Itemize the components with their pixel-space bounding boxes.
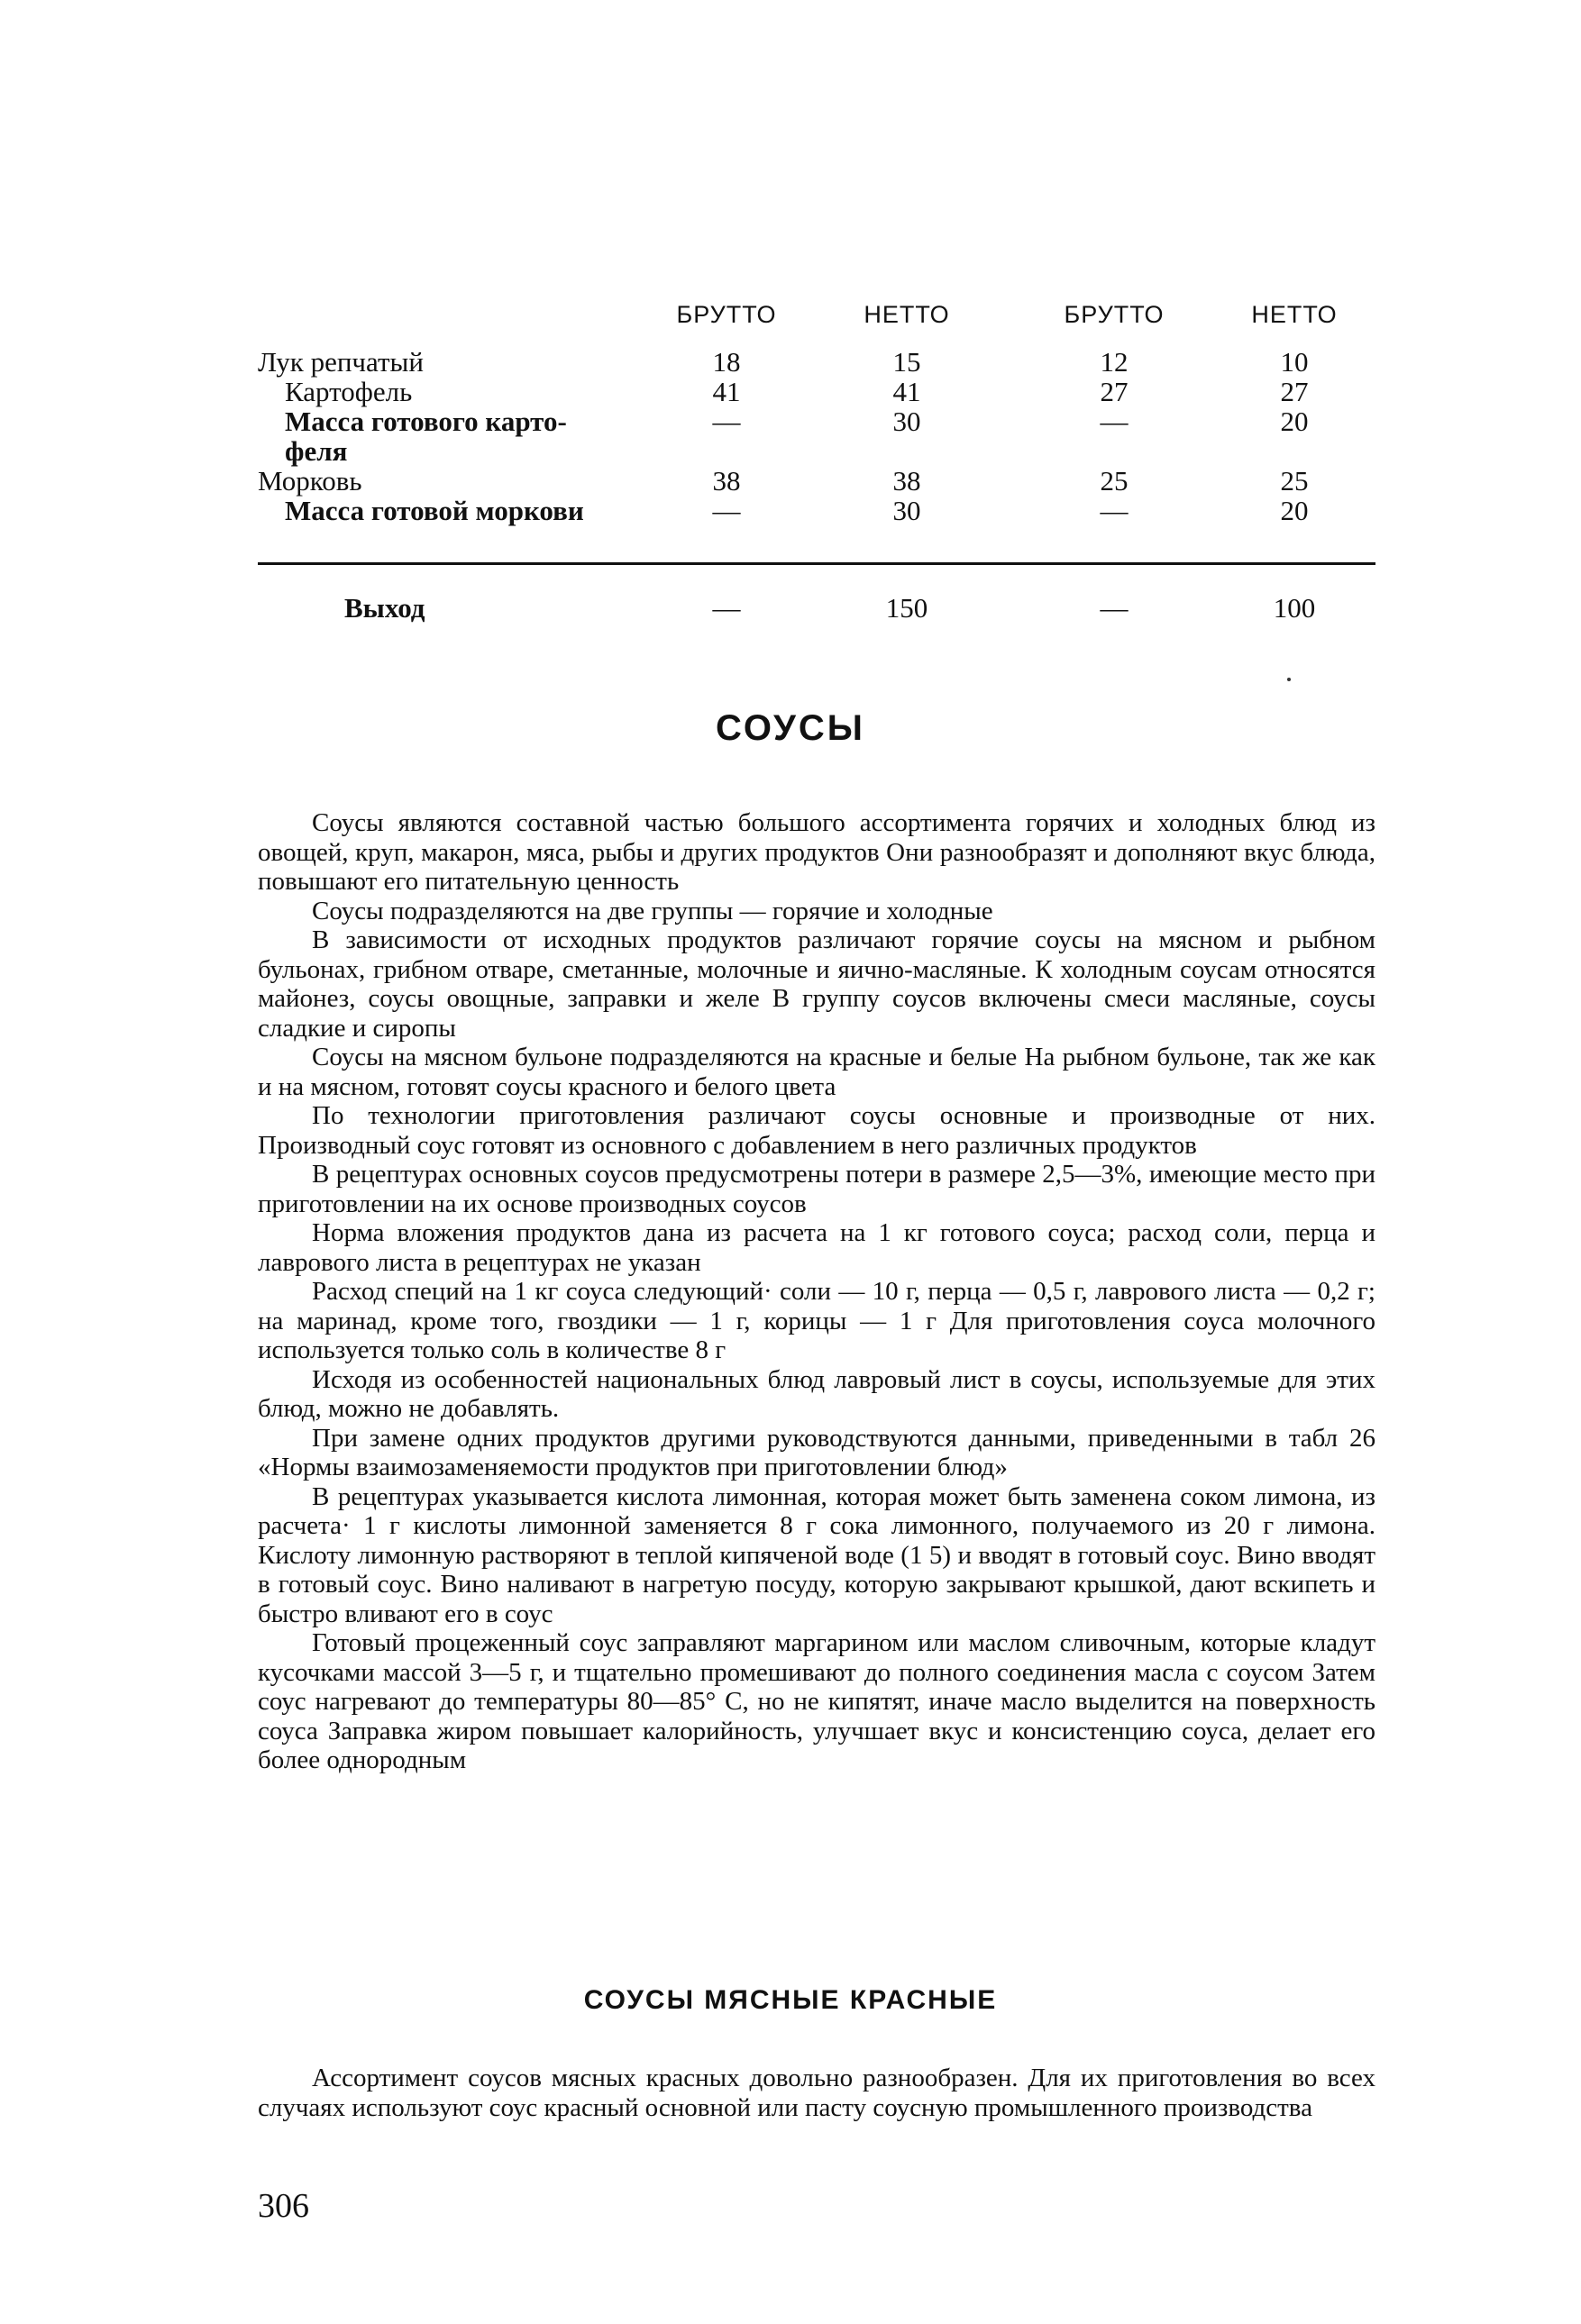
table-cell: 30 — [892, 406, 921, 437]
row-label: феля — [285, 435, 348, 467]
subsection-body — [258, 2064, 1375, 2122]
column-header: НЕТТО — [864, 301, 950, 328]
table-cell: — — [712, 495, 741, 526]
table-cell: 27 — [1100, 376, 1129, 407]
row-label: Картофель — [285, 376, 413, 407]
table-cell: 18 — [712, 346, 741, 378]
table-cell: 20 — [1280, 495, 1309, 526]
total-cell: — — [1100, 592, 1129, 624]
table-cell: 38 — [712, 465, 741, 497]
paragraph: Соусы являются составной частью большого ассортимента горячих и холодных блюд из овощей, круп, макарон, мяса, рыбы и других продуктов Они разнообразят и дополняют вкус блюда, повышают его питательную ценность — [258, 808, 1375, 896]
column-header: НЕТТО — [1251, 301, 1338, 328]
table-cell: 27 — [1280, 376, 1309, 407]
total-label: Выход — [344, 592, 425, 624]
paragraph: В зависимости от исходных продуктов различают горячие соусы на мясном и рыбном бульонах, грибном отваре, сметанные, молочные и яично-масляные. К холодным соусам относятся майонез, соусы овощные, заправки и желе В группу соусов включены смеси масляные, соусы сладкие и сиропы — [258, 925, 1375, 1043]
table-cell: — — [712, 406, 741, 437]
total-cell: 100 — [1273, 592, 1316, 624]
paragraph: Готовый процеженный соус заправляют маргарином или маслом сливочным, которые кладут кусочками массой 3—5 г, и тщательно промешивают до полного соединения масла с соусом Затем соус нагревают до температуры 80—85° С, но не кипятят, иначе масло выделится на поверхность соуса Заправка жиром повышает калорийность, улучшает вкус и консистенцию соуса, делает его более однородным — [258, 1628, 1375, 1774]
subsection-title: СОУСЫ МЯСНЫЕ КРАСНЫЕ — [583, 1985, 998, 2015]
paragraph: Исходя из особенностей национальных блюд лавровый лист в соусы, используемые для этих блюд, можно не добавлять. — [258, 1364, 1375, 1423]
table-cell: 30 — [892, 495, 921, 526]
table-cell: 10 — [1280, 346, 1309, 378]
table-cell: 38 — [892, 465, 921, 497]
paragraph: Соусы подразделяются на две группы — горячие и холодные — [312, 896, 993, 925]
table-cell: 25 — [1100, 465, 1129, 497]
row-label: Масса готовой моркови — [285, 495, 584, 526]
section-body — [258, 808, 1375, 1775]
paragraph: По технологии приготовления различают соусы основные и производные от них. Производный соус готовят из основного с добавлением в него различных продуктов — [258, 1101, 1375, 1160]
table-cell: 41 — [892, 376, 921, 407]
paragraph: В рецептурах указывается кислота лимонная, которая может быть заменена соком лимона, из расчета· 1 г кислоты лимонной заменяется 8 г сока лимонного, получаемого из 20 г лимона. Кислоту лимонную растворяют в теплой кипяченой воде (1 5) и вводят в готовый соус. Вино вводят в готовый соус. Вино наливают в нагретую посуду, которую закрывают крышкой, дают вскипеть и быстро вливают его в соус — [258, 1481, 1375, 1628]
row-label: Морковь — [258, 465, 362, 497]
paragraph: Ассортимент соусов мясных красных довольно разнообразен. Для их приготовления во всех случаях используют соус красный основной или пасту соусную промышленного производства — [258, 2064, 1375, 2122]
page-number: 306 — [258, 2187, 309, 2225]
table-cell: 25 — [1280, 465, 1309, 497]
table-cell: — — [1100, 406, 1129, 437]
table-cell: 15 — [892, 346, 921, 378]
total-cell: — — [712, 592, 741, 624]
print-speck — [1287, 678, 1291, 681]
paragraph: Соусы на мясном бульоне подразделяются на красные и белые На рыбном бульоне, так же как и на мясном, готовят соусы красного и белого цвета — [258, 1043, 1375, 1101]
table-cell: 20 — [1280, 406, 1309, 437]
table-cell: — — [1100, 495, 1129, 526]
paragraph: Расход специй на 1 кг соуса следующий· соли — 10 г, перца — 0,5 г, лаврового листа — 0,2 г; на маринад, кроме того, гвоздики — 1 г, корицы — 1 г Для приготовления соуса молочного используется только соль в количестве 8 г — [258, 1277, 1375, 1364]
total-cell: 150 — [885, 592, 928, 624]
row-label: Лук репчатый — [258, 346, 424, 378]
table-cell: 12 — [1100, 346, 1129, 378]
row-label: Масса готового карто- — [285, 406, 567, 437]
paragraph: При замене одних продуктов другими руководствуются данными, приведенными в табл 26 «Нормы взаимозаменяемости продуктов при приготовлении блюд» — [258, 1423, 1375, 1481]
table-cell: 41 — [712, 376, 741, 407]
paragraph: Норма вложения продуктов дана из расчета на 1 кг готового соуса; расход соли, перца и лаврового листа в рецептурах не указан — [258, 1218, 1375, 1277]
column-header: БРУТТО — [676, 301, 777, 328]
paragraph: В рецептурах основных соусов предусмотрены потери в размере 2,5—3%, имеющие место при приготовлении на их основе производных соусов — [258, 1160, 1375, 1218]
column-header: БРУТТО — [1064, 301, 1165, 328]
table-divider — [258, 562, 1375, 565]
section-title: СОУСЫ — [716, 708, 865, 748]
